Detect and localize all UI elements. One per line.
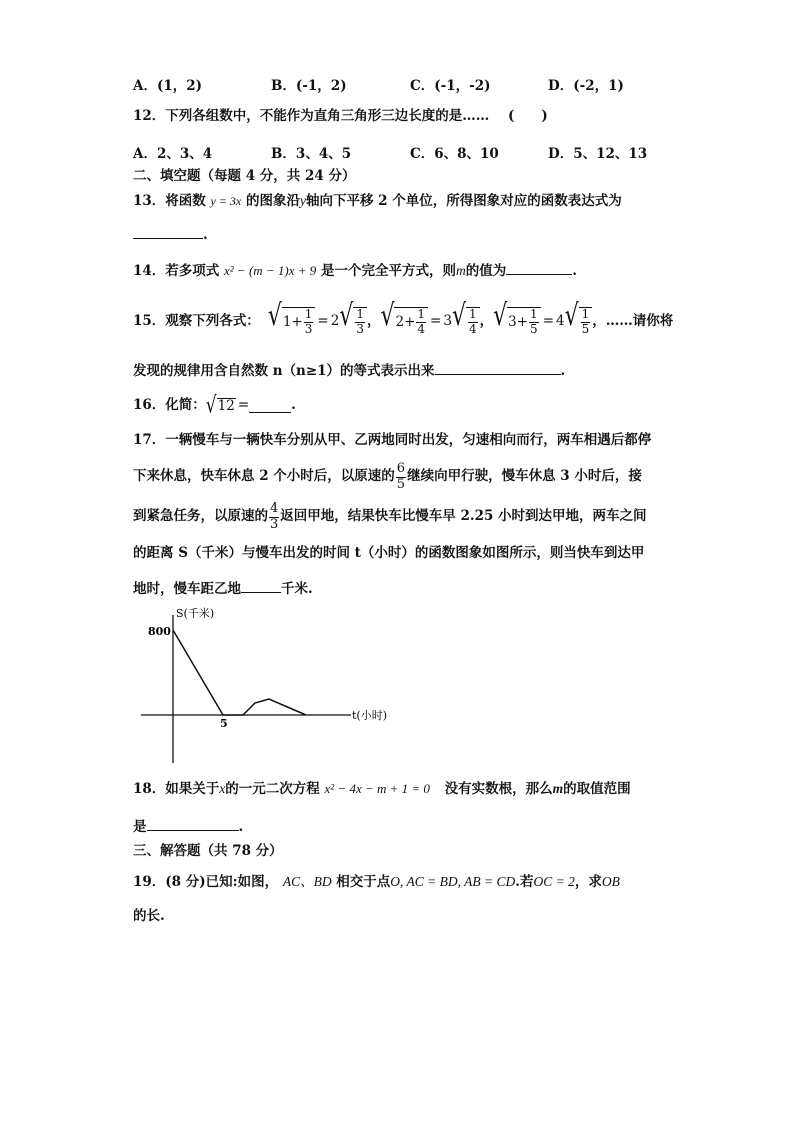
- period: .: [238, 819, 244, 835]
- q13-formula: y = 3x: [210, 194, 242, 208]
- option-text: (-2，1): [573, 78, 624, 94]
- q17-line-5: 地时，慢车距乙地 千米.: [133, 581, 313, 597]
- q12-option-b: [271, 142, 351, 162]
- q14-stem: [133, 262, 577, 279]
- q13-stem: [133, 194, 622, 209]
- q16-text: 16．化简：: [133, 397, 206, 414]
- section-heading-solutions: 三、解答题（共 78 分）: [133, 843, 283, 859]
- option-text: (1，2): [156, 78, 203, 94]
- q15-line-2: [133, 362, 565, 379]
- q13-var: y: [299, 193, 306, 208]
- q11-option-b: [271, 74, 347, 94]
- q15-text: ，……请你将: [592, 313, 674, 330]
- q12-stem: [133, 110, 548, 124]
- option-letter: C．: [410, 78, 435, 94]
- answer-blank[interactable]: [435, 362, 561, 375]
- period: .: [560, 363, 566, 379]
- q12-option-c: [410, 142, 499, 162]
- option-letter: D．: [548, 146, 574, 162]
- answer-blank[interactable]: [241, 580, 281, 593]
- q15-equation-2: √ 2 + $\frac{1}{4}$ = 3 √ $\frac{1}{4}$: [380, 307, 479, 337]
- graph-curve: [173, 630, 306, 715]
- q19-line-2: 的长.: [133, 908, 165, 924]
- q18-formula: x² − 4x − m + 1 = 0: [324, 781, 430, 796]
- q11-option-c: [410, 74, 491, 94]
- x-tick-5: 5: [220, 717, 228, 730]
- option-text: 3、4、5: [295, 146, 352, 162]
- q16-stem: 16．化简： √ 12 = .: [133, 391, 296, 419]
- option-letter: D．: [548, 78, 574, 94]
- answer-paren: ( ): [508, 108, 548, 124]
- fraction-4-3: $\frac{4}{3}$: [270, 500, 279, 532]
- q13-text: 13．将函数: [133, 193, 206, 209]
- q13-answer-line: [133, 226, 208, 243]
- q15-equation-1: √ 1 + $\frac{1}{3}$ = 2 √ $\frac{1}{3}$: [268, 307, 367, 337]
- option-text: 2、3、4: [156, 146, 213, 162]
- q14-text: 的值为: [465, 263, 507, 279]
- option-text: 6、8、10: [434, 146, 499, 162]
- section-heading-fill-in: 二、填空题（每题 4 分，共 24 分）: [133, 168, 356, 184]
- q14-text: 14．若多项式: [133, 263, 220, 279]
- option-text: (-1，2): [295, 78, 347, 94]
- q13-text: 轴向下平移 2 个单位，所得图象对应的函数表达式为: [305, 193, 622, 209]
- x-axis-label: t(小时): [352, 709, 388, 722]
- q17-line-1: 17．一辆慢车与一辆快车分别从甲、乙两地同时出发，匀速相向而行，两车相遇后都停: [133, 432, 652, 448]
- q18-stem: 18．如果关于x的一元二次方程 x² − 4x − m + 1 = 0 没有实数根，那么m的取值范围: [133, 781, 631, 797]
- option-letter: A．: [133, 78, 157, 94]
- q14-var: m: [456, 263, 466, 278]
- period: .: [203, 227, 208, 243]
- q19-formula: OC = 2: [533, 874, 575, 889]
- q17-line-3: 到紧急任务，以原速的 $\frac{4}{3}$ 返回甲地，结果快车比慢车早 2.25 小时到达甲地，两车之间: [133, 500, 647, 532]
- distance-time-graph: [133, 603, 393, 768]
- q11-option-a: [133, 74, 202, 94]
- q19-formula: O, AC = BD, AB = CD: [390, 874, 516, 889]
- q16-radical: √ 12: [205, 391, 235, 419]
- q15-text: 15．观察下列各式：: [133, 313, 260, 330]
- period: .: [291, 397, 296, 414]
- option-text: (-1，-2): [434, 78, 491, 94]
- option-letter: C．: [410, 146, 435, 162]
- q17-line-4: 的距离 S（千米）与慢车出发的时间 t（小时）的函数图象如图所示，则当快车到达甲: [133, 545, 645, 561]
- q15-text: 发现的规律用含自然数 n（n≥1）的等式表示出来: [133, 363, 435, 379]
- q19-formula: AC、BD: [282, 874, 332, 889]
- q17-line-2: 下来休息，快车休息 2 个小时后，以原速的 $\frac{6}{5}$ 继续向甲行驶，慢车休息 3 小时后，接: [133, 460, 642, 492]
- q15-equation-3: √ 3 + $\frac{1}{5}$ = 4 √ $\frac{1}{5}$: [493, 307, 592, 337]
- q11-option-d: [548, 74, 624, 94]
- q19-stem: 19．(8 分)已知:如图， AC、BD 相交于点O, AC = BD, AB = CD.若OC = 2，求OB: [133, 874, 620, 890]
- fraction-6-5: $\frac{6}{5}$: [396, 460, 406, 492]
- q15-stem: 15．观察下列各式： √ 1 + $\frac{1}{3}$ = 2 √ $\frac{1}{3}$ ， √ 2 + $\frac{1}{4}$ = 3 √ $\frac{1}{4}$ ， √ 3 + $\frac{1}{5}$ = 4 √ $\frac{1}{5}$ ，……请你将: [133, 299, 674, 336]
- answer-blank[interactable]: [249, 400, 291, 413]
- answer-blank[interactable]: [506, 262, 572, 275]
- q12-option-d: [548, 142, 647, 162]
- answer-blank[interactable]: [147, 818, 239, 831]
- option-text: 5、12、13: [573, 146, 648, 162]
- option-letter: A．: [133, 146, 157, 162]
- q12-option-a: [133, 142, 212, 162]
- option-letter: B．: [271, 78, 296, 94]
- period: .: [572, 263, 577, 279]
- answer-blank[interactable]: [133, 226, 203, 239]
- q14-text: 是一个完全平方式，则: [321, 263, 457, 279]
- y-tick-800: 800: [148, 625, 171, 638]
- option-letter: B．: [271, 146, 296, 162]
- q18-line-2: 是 .: [133, 819, 244, 835]
- q12-text: 12．下列各组数中，不能作为直角三角形三边长度的是……: [133, 108, 490, 124]
- q19-formula: OB: [601, 874, 620, 889]
- q14-formula: x² − (m − 1)x + 9: [224, 263, 317, 278]
- q13-text: 的图象沿: [245, 193, 300, 209]
- y-axis-label: S(千米): [176, 607, 215, 620]
